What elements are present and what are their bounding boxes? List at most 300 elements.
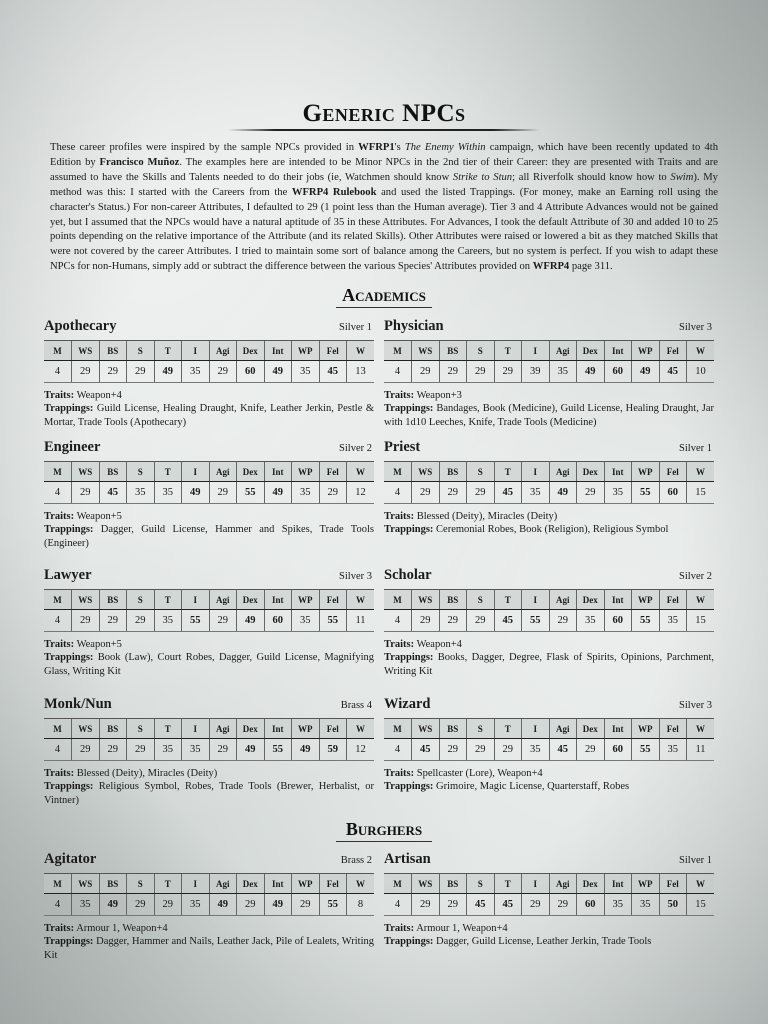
traits-value: Weapon+4 — [416, 639, 462, 650]
stat-value-s: 29 — [467, 361, 495, 383]
stat-header-ws: WS — [412, 719, 440, 739]
stat-value-fel: 50 — [659, 894, 687, 916]
stat-value-t: 29 — [154, 894, 182, 916]
stat-header-bs: BS — [439, 462, 467, 482]
stat-value-i: 29 — [522, 894, 550, 916]
npc-artisan — [384, 851, 714, 949]
npc-trappings — [44, 780, 374, 807]
stat-header-fel: Fel — [319, 462, 347, 482]
npc-details — [44, 510, 374, 550]
stat-header-ws: WS — [72, 874, 100, 894]
npc-trappings — [384, 935, 714, 948]
npc-traits — [384, 510, 714, 523]
section-heading-burghers: Burghers — [0, 819, 768, 842]
stat-value-t: 35 — [154, 482, 182, 504]
stat-header-ws: WS — [72, 590, 100, 610]
npc-status: Silver 1 — [679, 855, 712, 866]
stat-value-i: 55 — [182, 610, 210, 632]
stat-header-ws: WS — [72, 719, 100, 739]
stat-value-agi: 29 — [549, 894, 577, 916]
npc-trappings — [384, 780, 714, 793]
stat-header-dex: Dex — [237, 719, 265, 739]
trappings-value: Religious Symbol, Robes, Trade Tools (Brewer, Herbalist, or Vintner) — [44, 781, 375, 806]
stat-header-bs: BS — [99, 874, 127, 894]
npc-header — [384, 567, 714, 587]
stat-table — [44, 340, 374, 383]
npc-header — [384, 318, 714, 338]
stat-header-ws: WS — [412, 590, 440, 610]
stat-header-i: I — [522, 341, 550, 361]
stat-value-int: 49 — [264, 482, 292, 504]
npc-status: Silver 2 — [339, 443, 372, 454]
stat-header-i: I — [522, 462, 550, 482]
stat-value-s: 45 — [467, 894, 495, 916]
stat-header-agi: Agi — [209, 719, 237, 739]
stat-header-ws: WS — [412, 874, 440, 894]
stat-header-i: I — [182, 874, 210, 894]
stat-header-fel: Fel — [319, 719, 347, 739]
stat-header-wp: WP — [292, 874, 320, 894]
stat-value-dex: 55 — [237, 482, 265, 504]
npc-engineer — [44, 439, 374, 550]
trappings-value: Ceremonial Robes, Book (Religion), Religious Symbol — [436, 524, 669, 536]
stat-value-m: 4 — [44, 739, 72, 761]
stat-value-i: 35 — [182, 894, 210, 916]
stat-value-m: 4 — [384, 610, 412, 632]
stat-value-wp: 55 — [632, 739, 660, 761]
stat-header-agi: Agi — [209, 462, 237, 482]
stat-value-dex: 29 — [237, 894, 265, 916]
traits-label: Traits: — [44, 639, 75, 650]
trappings-value: Dagger, Guild License, Hammer and Spikes, Trade Tools (Engineer) — [44, 524, 374, 549]
stat-table — [44, 718, 374, 761]
stat-table — [384, 340, 714, 383]
traits-label: Traits: — [384, 639, 415, 650]
stat-header-w: W — [347, 590, 375, 610]
stat-value-bs: 49 — [99, 894, 127, 916]
stat-header-ws: WS — [412, 341, 440, 361]
stat-header-row — [44, 590, 374, 610]
stat-header-ws: WS — [412, 462, 440, 482]
trappings-label: Trappings: — [384, 524, 434, 536]
stat-header-m: M — [44, 341, 72, 361]
stat-value-wp: 49 — [632, 361, 660, 383]
stat-header-wp: WP — [292, 590, 320, 610]
stat-value-s: 29 — [467, 610, 495, 632]
intro-author: Francisco Muñoz — [99, 156, 180, 168]
npc-apothecary — [44, 318, 374, 429]
stat-header-agi: Agi — [549, 874, 577, 894]
stat-value-ws: 45 — [412, 739, 440, 761]
npc-traits — [44, 767, 374, 780]
trappings-value: Dagger, Hammer and Nails, Leather Jack, Pile of Lealets, Writing Kit — [44, 936, 375, 961]
traits-value: Weapon+3 — [416, 390, 462, 401]
traits-label: Traits: — [44, 768, 75, 779]
page-title: Generic NPCs — [302, 100, 466, 127]
trappings-value: Book (Law), Court Robes, Dagger, Guild License, Magnifying Glass, Writing Kit — [44, 652, 375, 677]
stat-value-agi: 29 — [209, 610, 237, 632]
title-rule — [228, 129, 540, 131]
stat-value-fel: 55 — [319, 610, 347, 632]
stat-value-w: 15 — [687, 894, 715, 916]
stat-header-t: T — [494, 719, 522, 739]
stat-header-t: T — [154, 590, 182, 610]
stat-table — [384, 461, 714, 504]
stat-value-agi: 29 — [209, 361, 237, 383]
stat-header-agi: Agi — [209, 874, 237, 894]
stat-value-dex: 49 — [237, 739, 265, 761]
stat-header-t: T — [494, 874, 522, 894]
stat-header-w: W — [687, 719, 715, 739]
stat-header-fel: Fel — [659, 341, 687, 361]
intro-wfrp4: WFRP4 — [532, 261, 570, 273]
stat-value-fel: 45 — [319, 361, 347, 383]
npc-name: Engineer — [44, 439, 101, 455]
npc-name: Wizard — [384, 696, 431, 712]
stat-header-row — [44, 874, 374, 894]
intro-enemy-within: The Enemy Within — [404, 142, 486, 153]
stat-header-t: T — [154, 874, 182, 894]
stat-value-dex: 49 — [237, 610, 265, 632]
trappings-value: Guild License, Healing Draught, Knife, Leather Jerkin, Pestle & Mortar, Trade Tools (Apothecary) — [44, 403, 375, 428]
stat-value-fel: 29 — [319, 482, 347, 504]
npc-header — [44, 318, 374, 338]
stat-value-fel: 35 — [659, 610, 687, 632]
npc-traits — [44, 638, 374, 651]
stat-header-w: W — [347, 719, 375, 739]
stat-value-bs: 29 — [439, 482, 467, 504]
npc-name: Apothecary — [44, 318, 117, 334]
stat-header-i: I — [182, 462, 210, 482]
stat-value-m: 4 — [44, 361, 72, 383]
stat-header-i: I — [522, 590, 550, 610]
stat-table — [44, 589, 374, 632]
stat-value-s: 29 — [467, 739, 495, 761]
stat-header-t: T — [494, 590, 522, 610]
stat-value-i: 55 — [522, 610, 550, 632]
npc-details — [44, 922, 374, 962]
stat-header-w: W — [687, 590, 715, 610]
npc-header — [384, 851, 714, 871]
stat-value-bs: 29 — [99, 739, 127, 761]
intro-text: These career profiles were inspired by the sample NPCs provided in — [50, 142, 359, 153]
npc-header — [44, 439, 374, 459]
stat-header-bs: BS — [99, 590, 127, 610]
stat-header-t: T — [154, 719, 182, 739]
stat-value-agi: 49 — [549, 482, 577, 504]
stat-header-wp: WP — [632, 590, 660, 610]
npc-monk-nun — [44, 696, 374, 807]
stat-header-dex: Dex — [577, 462, 605, 482]
trappings-value: Books, Dagger, Degree, Flask of Spirits, Opinions, Parchment, Writing Kit — [384, 652, 714, 677]
stat-header-wp: WP — [632, 462, 660, 482]
stat-value-row — [384, 361, 714, 383]
stat-value-bs: 29 — [439, 610, 467, 632]
npc-trappings — [384, 402, 714, 429]
trappings-label: Trappings: — [44, 403, 94, 415]
stat-header-int: Int — [264, 341, 292, 361]
traits-value: Spellcaster (Lore), Weapon+4 — [416, 768, 543, 779]
npc-name: Priest — [384, 439, 421, 455]
stat-header-i: I — [522, 874, 550, 894]
stat-header-m: M — [384, 462, 412, 482]
npc-trappings — [44, 523, 374, 550]
stat-value-int: 35 — [604, 894, 632, 916]
trappings-label: Trappings: — [44, 524, 94, 536]
npc-traits — [384, 389, 714, 402]
stat-header-t: T — [494, 341, 522, 361]
stat-value-row — [44, 482, 374, 504]
trappings-value: Bandages, Book (Medicine), Guild License, Healing Draught, Jar with 1d10 Leeches, Knife, Trade Tools (Medicine) — [384, 403, 714, 428]
intro-paragraph — [50, 141, 718, 275]
stat-value-row — [384, 610, 714, 632]
stat-value-wp: 35 — [632, 894, 660, 916]
stat-header-dex: Dex — [237, 590, 265, 610]
stat-header-s: S — [127, 590, 155, 610]
npc-name: Artisan — [384, 851, 431, 867]
npc-status: Silver 3 — [679, 700, 712, 711]
stat-header-int: Int — [604, 462, 632, 482]
npc-name: Scholar — [384, 567, 432, 583]
npc-details — [384, 389, 714, 429]
stat-value-row — [44, 361, 374, 383]
stat-header-fel: Fel — [659, 719, 687, 739]
stat-value-ws: 29 — [412, 361, 440, 383]
stat-header-s: S — [127, 341, 155, 361]
stat-header-t: T — [494, 462, 522, 482]
traits-value: Blessed (Deity), Miracles (Deity) — [416, 511, 558, 522]
stat-value-agi: 35 — [549, 361, 577, 383]
intro-text: page 311. — [569, 261, 613, 273]
trappings-label: Trappings: — [44, 652, 94, 664]
npc-name: Physician — [384, 318, 444, 334]
npc-details — [44, 389, 374, 429]
trappings-label: Trappings: — [44, 936, 94, 948]
stat-value-w: 12 — [347, 739, 375, 761]
stat-value-ws: 29 — [72, 610, 100, 632]
stat-value-dex: 35 — [577, 610, 605, 632]
section-heading-academics: Academics — [0, 285, 768, 308]
npc-status: Brass 4 — [340, 700, 372, 711]
stat-header-agi: Agi — [209, 341, 237, 361]
npc-traits — [384, 767, 714, 780]
stat-header-int: Int — [604, 719, 632, 739]
npc-header — [44, 567, 374, 587]
stat-header-row — [384, 590, 714, 610]
stat-value-row — [384, 739, 714, 761]
traits-label: Traits: — [44, 923, 75, 934]
npc-header — [384, 696, 714, 716]
stat-value-s: 29 — [467, 482, 495, 504]
stat-header-row — [44, 719, 374, 739]
traits-value: Weapon+5 — [76, 511, 122, 522]
stat-value-w: 11 — [347, 610, 375, 632]
stat-value-int: 35 — [604, 482, 632, 504]
stat-header-int: Int — [604, 341, 632, 361]
stat-value-int: 60 — [604, 739, 632, 761]
stat-value-bs: 45 — [99, 482, 127, 504]
npc-header — [384, 439, 714, 459]
npc-name: Agitator — [44, 851, 97, 867]
npc-trappings — [44, 935, 374, 962]
stat-value-row — [44, 610, 374, 632]
npc-priest — [384, 439, 714, 537]
npc-traits — [384, 638, 714, 651]
trappings-label: Trappings: — [384, 936, 434, 948]
stat-header-t: T — [154, 462, 182, 482]
stat-value-w: 12 — [347, 482, 375, 504]
stat-value-ws: 35 — [72, 894, 100, 916]
npc-traits — [44, 922, 374, 935]
stat-value-int: 49 — [264, 361, 292, 383]
stat-value-t: 45 — [494, 482, 522, 504]
stat-value-int: 55 — [264, 739, 292, 761]
intro-strike-to-stun: Strike to Stun — [452, 171, 513, 183]
stat-header-fel: Fel — [659, 590, 687, 610]
stat-header-agi: Agi — [209, 590, 237, 610]
traits-value: Blessed (Deity), Miracles (Deity) — [76, 768, 218, 779]
stat-header-s: S — [467, 590, 495, 610]
traits-label: Traits: — [384, 923, 415, 934]
stat-header-dex: Dex — [237, 874, 265, 894]
stat-value-m: 4 — [384, 361, 412, 383]
npc-wizard — [384, 696, 714, 794]
intro-wfrp1: WFRP1 — [358, 142, 395, 153]
stat-header-agi: Agi — [549, 719, 577, 739]
stat-value-bs: 29 — [439, 739, 467, 761]
stat-value-m: 4 — [384, 894, 412, 916]
intro-text: and used the listed Trappings. (For money, make an Earning roll using the character's Status.) For non-career Attributes, I defaulted to 29 (1 point less than the Human average). Tier 3 and 4 Attribute Advances would not be gained yet, but I assumed that the NPCs would have a natural aptitude of 35 in these Attributes. For Advances, I took the default Attribute of 30 and added 10 to 25 points depending on the relative importance of the Attribute (and its related Skills). Other Attributes were raised or lowered a bit as they matched Skills that were not covered by the career Attributes. I tried to maintain some sort of balance among the Careers, but no system is perfect. If you wish to adapt these NPCs for non-Humans, simply add or subtract the difference between the various Species' Attributes provided on — [50, 186, 718, 273]
stat-header-t: T — [154, 341, 182, 361]
stat-value-int: 60 — [604, 610, 632, 632]
npc-status: Brass 2 — [340, 855, 372, 866]
stat-value-ws: 29 — [412, 482, 440, 504]
stat-value-t: 49 — [154, 361, 182, 383]
npc-traits — [384, 922, 714, 935]
stat-value-ws: 29 — [72, 482, 100, 504]
stat-value-bs: 29 — [99, 610, 127, 632]
stat-value-m: 4 — [384, 482, 412, 504]
stat-value-m: 4 — [44, 482, 72, 504]
stat-header-dex: Dex — [577, 874, 605, 894]
stat-header-wp: WP — [292, 462, 320, 482]
stat-value-int: 49 — [264, 894, 292, 916]
npc-status: Silver 1 — [339, 322, 372, 333]
stat-header-m: M — [384, 719, 412, 739]
stat-header-s: S — [127, 874, 155, 894]
stat-header-bs: BS — [99, 341, 127, 361]
stat-value-bs: 29 — [439, 894, 467, 916]
stat-value-dex: 29 — [577, 482, 605, 504]
npc-details — [384, 922, 714, 949]
intro-swim: Swim — [670, 171, 694, 183]
stat-value-agi: 49 — [209, 894, 237, 916]
stat-value-t: 35 — [154, 610, 182, 632]
stat-value-ws: 29 — [412, 610, 440, 632]
stat-value-s: 29 — [127, 361, 155, 383]
stat-value-w: 13 — [347, 361, 375, 383]
stat-header-w: W — [347, 341, 375, 361]
intro-text: . The examples here are intended to be Minor NPCs in the 2nd tier of their Career: they are presented with Traits and are assumed to have the Skills and Talents needed to do their jobs (ie, Watchmen should know — [50, 156, 718, 183]
intro-rulebook: WFRP4 Rulebook — [291, 186, 377, 198]
stat-header-int: Int — [264, 590, 292, 610]
npc-details — [44, 638, 374, 678]
stat-header-row — [384, 719, 714, 739]
stat-value-agi: 45 — [549, 739, 577, 761]
stat-header-dex: Dex — [237, 341, 265, 361]
trappings-label: Trappings: — [44, 781, 94, 793]
npc-physician — [384, 318, 714, 429]
stat-header-wp: WP — [292, 719, 320, 739]
traits-value: Weapon+4 — [76, 390, 122, 401]
stat-header-s: S — [127, 462, 155, 482]
stat-value-m: 4 — [384, 739, 412, 761]
npc-status: Silver 3 — [339, 571, 372, 582]
stat-value-wp: 35 — [292, 610, 320, 632]
stat-value-s: 29 — [127, 610, 155, 632]
stat-value-ws: 29 — [72, 739, 100, 761]
stat-header-dex: Dex — [237, 462, 265, 482]
intro-text: ; all Riverfolk should know how to — [512, 171, 671, 183]
npc-trappings — [384, 651, 714, 678]
stat-value-agi: 29 — [549, 610, 577, 632]
stat-value-s: 29 — [127, 739, 155, 761]
traits-label: Traits: — [384, 511, 415, 522]
npc-name: Lawyer — [44, 567, 92, 583]
intro-text: campaign, which have been recently updated to 4th Edition by — [50, 142, 718, 168]
npc-trappings — [384, 523, 714, 536]
stat-value-i: 35 — [522, 739, 550, 761]
npc-header — [44, 696, 374, 716]
stat-value-row — [44, 739, 374, 761]
stat-value-w: 15 — [687, 482, 715, 504]
stat-value-dex: 29 — [577, 739, 605, 761]
npc-lawyer — [44, 567, 374, 678]
stat-value-w: 15 — [687, 610, 715, 632]
stat-value-fel: 60 — [659, 482, 687, 504]
stat-header-dex: Dex — [577, 341, 605, 361]
stat-value-i: 39 — [522, 361, 550, 383]
stat-value-dex: 49 — [577, 361, 605, 383]
stat-table — [384, 873, 714, 916]
stat-header-bs: BS — [99, 462, 127, 482]
stat-header-row — [44, 462, 374, 482]
stat-header-wp: WP — [632, 719, 660, 739]
stat-header-fel: Fel — [659, 874, 687, 894]
stat-header-row — [384, 874, 714, 894]
stat-table — [384, 589, 714, 632]
stat-header-i: I — [182, 341, 210, 361]
traits-label: Traits: — [44, 511, 75, 522]
stat-value-i: 49 — [182, 482, 210, 504]
stat-value-t: 45 — [494, 894, 522, 916]
stat-header-m: M — [44, 462, 72, 482]
npc-details — [384, 767, 714, 794]
stat-table — [384, 718, 714, 761]
npc-details — [44, 767, 374, 807]
intro-text: ). My method was this: I started with the Careers from the — [50, 171, 718, 198]
stat-header-m: M — [384, 341, 412, 361]
stat-header-i: I — [182, 590, 210, 610]
stat-value-m: 4 — [44, 894, 72, 916]
stat-header-fel: Fel — [659, 462, 687, 482]
stat-header-fel: Fel — [319, 341, 347, 361]
stat-value-i: 35 — [182, 361, 210, 383]
stat-header-ws: WS — [72, 462, 100, 482]
stat-value-ws: 29 — [72, 361, 100, 383]
npc-trappings — [44, 651, 374, 678]
stat-value-w: 11 — [687, 739, 715, 761]
